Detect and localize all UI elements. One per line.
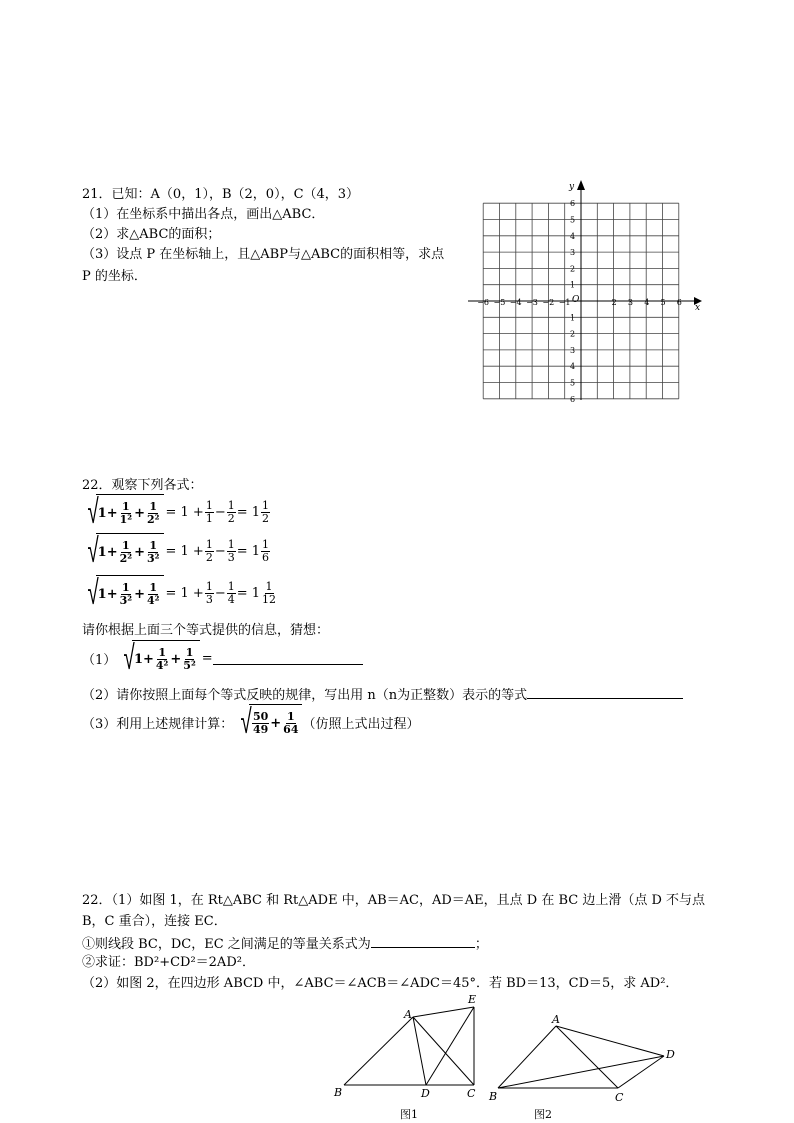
sub3-tail: （仿照上式出过程）	[302, 716, 420, 732]
eq3-rhs-start: = 1 +	[165, 585, 204, 601]
line3-tail: ；	[474, 937, 488, 952]
x-tick-label: 4	[644, 298, 650, 307]
line3-text: ①则线段 BC，DC，EC 之间满足的等量关系式为	[82, 937, 371, 952]
x-tick-label: −1	[558, 298, 571, 307]
eq1-rhs-frac2-den: 2	[227, 511, 235, 525]
sub1-answer-blank[interactable]	[213, 651, 363, 665]
sub1-term-a: 1	[133, 652, 143, 667]
equation-2: √ 1 + $\frac{1}{\text{2²}}$ + $\frac{1}{\text{3²}}$ = 1 + $\frac{1}{2}$ − $\frac{1}{3}$ = 1 $\frac{1}{6}$	[87, 531, 270, 571]
fig2-label-a: A	[552, 1013, 560, 1026]
sub1-frac1-den: 4²	[155, 659, 169, 672]
eq3-frac2-den: 4²	[147, 594, 160, 607]
y-tick-label: 5	[570, 215, 576, 225]
y-tick-label: 4	[570, 362, 576, 372]
sub2-text: （2）请你按照上面每个等式反映的规律，写出用 n（n为正整数）表示的等式	[82, 688, 528, 703]
sub1-frac1-num: 1	[158, 646, 166, 659]
eq2-rhs-frac1-den: 2	[205, 550, 213, 564]
x-tick-label: 2	[611, 298, 617, 307]
y-tick-label: 6	[570, 394, 576, 404]
q21-part3a: （3）设点 P 在坐标轴上，且△ABP与△ABC的面积相等，求点	[82, 247, 445, 262]
fig1-label-a: A	[404, 1008, 412, 1021]
y-tick-label: 5	[570, 378, 576, 388]
eq2-rhs-frac2-num: 1	[227, 537, 235, 551]
x-tick-label: 6	[676, 298, 682, 307]
q21-title: 21．已知：A（0，1），B（2，0），C（4，3）	[82, 187, 360, 202]
coordinate-grid	[466, 178, 702, 404]
eq2-result-den: 6	[262, 550, 270, 564]
eq3-rhs-frac2-num: 1	[227, 579, 235, 593]
eq1-frac1-num: 1	[122, 500, 130, 513]
eq1-result-den: 2	[262, 511, 270, 525]
x-tick-label: 3	[627, 298, 633, 307]
eq2-rhs-start: = 1 +	[165, 543, 204, 559]
x-tick-label: −4	[509, 298, 522, 307]
fig2-label-d: D	[666, 1048, 675, 1061]
eq3-result-num: 1	[265, 579, 273, 593]
eq2-result-int: = 1	[236, 543, 261, 559]
sub1-label: （1）	[82, 652, 117, 668]
q21-part2: （2）求△ABC的面积；	[82, 227, 221, 242]
eq3-rhs-frac2-den: 4	[227, 592, 235, 606]
eq1-frac1-den: 1²	[119, 513, 133, 526]
figure-2	[486, 1008, 686, 1120]
equation-1: √ 1 + $\frac{1}{\text{1²}}$ + $\frac{1}{\text{2²}}$ = 1 + $\frac{1}{1}$ − $\frac{1}{2}$ = 1 $\frac{1}{2}$	[87, 492, 270, 532]
q22b-line4: ②求证：BD²+CD²＝2AD²．	[82, 955, 255, 970]
sub1-equals: =	[201, 650, 213, 666]
eq1-rhs-frac2-num: 1	[227, 498, 235, 512]
eq3-frac2-num: 1	[149, 581, 158, 594]
origin-label: O	[572, 295, 580, 305]
eq1-term-a: 1	[97, 506, 107, 521]
sub3-frac1-den: 49	[252, 723, 269, 736]
q22b-line3	[82, 934, 488, 954]
fig1-segment-ac	[413, 1017, 474, 1085]
q22a-title: 22．观察下列各式：	[82, 478, 203, 493]
fig1-label-b: B	[334, 1086, 343, 1099]
y-tick-label: 3	[570, 345, 576, 355]
eq2-frac2-num: 1	[149, 539, 158, 552]
sub3-frac1-num: 50	[252, 710, 269, 723]
eq2-term-a: 1	[97, 545, 107, 560]
fig2-segment-ac	[556, 1026, 618, 1088]
figure-1	[330, 990, 490, 1120]
sub1-frac2-den: 5²	[183, 659, 196, 672]
q22a-sub3: （3）利用上述规律计算： √ $\frac{50}{49}$ + $\frac{1}{64}$ （仿照上式出过程）	[82, 702, 420, 742]
eq2-rhs-frac2-den: 3	[227, 550, 235, 564]
q22b-line2: B，C 重合），连接 EC．	[82, 914, 227, 929]
eq1-minus: −	[214, 504, 226, 520]
q21-part1: （1）在坐标系中描出各点，画出△ABC．	[82, 207, 325, 222]
relation-answer-blank[interactable]	[371, 934, 475, 948]
y-tick-label: 2	[570, 329, 576, 339]
fig2-caption: 图2	[534, 1108, 552, 1120]
q22a-sub2	[82, 685, 683, 705]
eq1-result-num: 1	[262, 498, 270, 512]
eq1-result-int: = 1	[236, 504, 261, 520]
eq3-frac1-den: 3²	[119, 594, 133, 607]
y-axis-arrow	[577, 180, 585, 190]
y-tick-label: 1	[570, 280, 576, 290]
y-tick-label: 6	[570, 199, 576, 209]
fig1-caption: 图1	[400, 1108, 418, 1120]
fig1-segment-de	[426, 1007, 474, 1085]
eq1-rhs-frac1-num: 1	[205, 498, 213, 512]
eq2-frac1-num: 1	[122, 539, 130, 552]
x-tick-label: −2	[542, 298, 555, 307]
eq2-result-num: 1	[262, 537, 270, 551]
eq1-rhs-start: = 1 +	[165, 504, 204, 520]
eq3-frac1-num: 1	[122, 581, 130, 594]
eq3-result-int: = 1	[236, 585, 261, 601]
fig2-label-c: C	[615, 1091, 624, 1104]
eq2-frac1-den: 2²	[119, 552, 133, 565]
y-tick-label: 4	[570, 231, 576, 241]
x-tick-label: −5	[493, 298, 506, 307]
fig1-segment-ad	[413, 1017, 426, 1085]
y-tick-label: 3	[570, 248, 576, 258]
q22a-prompt: 请你根据上面三个等式提供的信息，猜想：	[82, 623, 330, 638]
q22b-line1: 22．（1）如图 1，在 Rt△ABC 和 Rt△ADE 中，AB＝AC，AD＝AE，且点 D 在 BC 边上滑（点 D 不与点	[82, 893, 706, 908]
x-tick-label: 5	[660, 298, 666, 307]
fig2-segment-ad	[556, 1026, 664, 1056]
y-tick-label: 1	[570, 313, 576, 323]
q22a-sub1: （1） √ 1 + $\frac{1}{\text{4²}}$ + $\frac{1}{\text{5²}}$ =	[82, 640, 363, 676]
q22b-line5: （2）如图 2，在四边形 ABCD 中，∠ABC＝∠ACB＝∠ADC＝45°．若 BD＝13，CD＝5，求 AD²．	[82, 976, 679, 991]
eq1-frac2-den: 2²	[147, 513, 160, 526]
fig1-segment-ae	[413, 1007, 474, 1017]
eq3-rhs-frac1-den: 3	[205, 592, 213, 606]
fig1-segment-ab	[344, 1017, 413, 1085]
eq2-minus: −	[214, 543, 226, 559]
fig1-label-d: D	[421, 1087, 430, 1100]
eq3-minus: −	[214, 585, 226, 601]
sub3-label: （3）利用上述规律计算：	[82, 716, 234, 732]
x-tick-label: −6	[477, 298, 489, 307]
sub3-plus: +	[270, 716, 282, 731]
eq3-rhs-frac1-num: 1	[205, 579, 213, 593]
eq2-rhs-frac1-num: 1	[205, 537, 213, 551]
fig2-label-b: B	[489, 1090, 498, 1103]
eq3-term-a: 1	[97, 587, 107, 602]
eq2-frac2-den: 3²	[147, 552, 160, 565]
eq3-result-den: 12	[262, 592, 277, 606]
sub3-frac2-den: 64	[283, 723, 299, 736]
fig1-label-c: C	[467, 1087, 476, 1100]
eq1-frac2-num: 1	[149, 500, 158, 513]
y-tick-label: 2	[570, 264, 576, 274]
x-tick-label: −3	[526, 298, 538, 307]
q21-part3b: P 的坐标．	[82, 269, 147, 284]
x-axis-label: x	[695, 303, 701, 313]
eq1-rhs-frac1-den: 1	[205, 511, 213, 525]
equation-3: √ 1 + $\frac{1}{\text{3²}}$ + $\frac{1}{\text{4²}}$ = 1 + $\frac{1}{3}$ − $\frac{1}{4}$ = 1 $\frac{1}{12}$	[87, 573, 277, 613]
sub1-frac2-num: 1	[185, 646, 194, 659]
sub3-frac2-num: 1	[287, 710, 295, 723]
fig1-label-e: E	[468, 993, 477, 1006]
sub2-answer-blank[interactable]	[527, 685, 683, 699]
y-axis-label: y	[569, 182, 575, 192]
